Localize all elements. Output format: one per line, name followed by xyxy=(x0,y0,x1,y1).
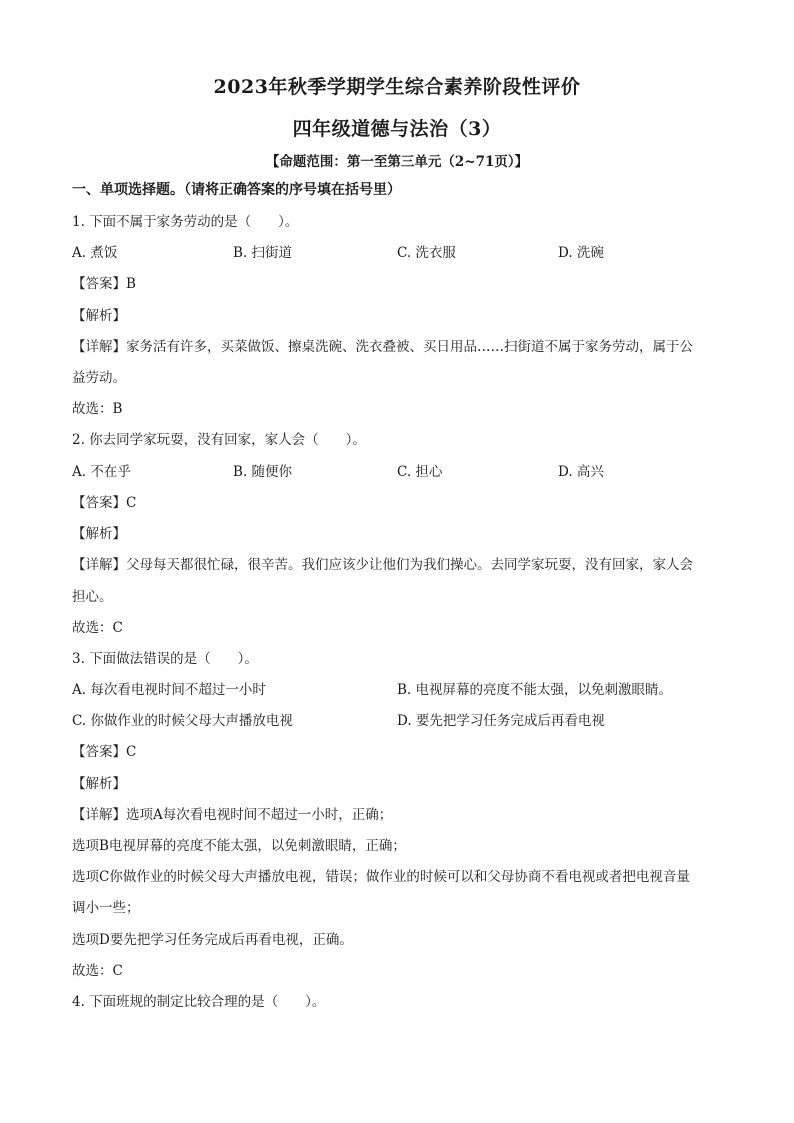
page-subtitle: 四年级道德与法治（3） xyxy=(292,118,502,140)
question-3-detail-d: 选项D要先把学习任务完成后再看电视，正确。 xyxy=(72,932,353,948)
question-2-option-c: C. 担心 xyxy=(397,464,443,480)
question-1-choice: 故选：B xyxy=(72,401,123,417)
question-2-detail-cont: 担心。 xyxy=(72,589,113,605)
question-3-option-b: B. 电视屏幕的亮度不能太强，以免刺激眼睛。 xyxy=(397,682,673,698)
question-3-detail-a: 【详解】选项A每次看电视时间不超过一小时，正确； xyxy=(72,807,393,823)
scope-note: 【命题范围：第一至第三单元（2~71页）】 xyxy=(265,154,529,170)
question-1-analysis: 【解析】 xyxy=(72,308,126,324)
question-1-stem: 1. 下面不属于家务劳动的是（ ）。 xyxy=(72,214,299,230)
question-2-answer: 【答案】C xyxy=(72,495,137,511)
question-3-option-a: A. 每次看电视时间不超过一小时 xyxy=(72,682,266,698)
question-2-choice: 故选：C xyxy=(72,620,123,636)
question-3-detail-c-cont: 调小一些； xyxy=(72,900,140,916)
question-1-detail-cont: 益劳动。 xyxy=(72,370,126,386)
question-2-detail: 【详解】父母每天都很忙碌，很辛苦。我们应该少让他们为我们操心。去同学家玩耍，没有回家，家人会 xyxy=(72,557,693,573)
question-1-detail: 【详解】家务活有许多，买菜做饭、擦桌洗碗、洗衣叠被、买日用品……扫街道不属于家务劳动，属于公 xyxy=(72,339,693,355)
question-1-option-c: C. 洗衣服 xyxy=(397,245,456,261)
question-2-option-a: A. 不在乎 xyxy=(72,464,131,480)
question-3-detail-c: 选项C你做作业的时候父母大声播放电视，错误；做作业的时候可以和父母协商不看电视或者把电视音量 xyxy=(72,869,690,885)
question-1-answer: 【答案】B xyxy=(72,276,136,292)
question-4-stem: 4. 下面班规的制定比较合理的是（ ）。 xyxy=(72,994,326,1010)
question-1-option-d: D. 洗碗 xyxy=(558,245,604,261)
question-3-choice: 故选：C xyxy=(72,963,123,979)
question-2-option-b: B. 随便你 xyxy=(233,464,293,480)
question-1-option-a: A. 煮饭 xyxy=(72,245,118,261)
question-2-option-d: D. 高兴 xyxy=(558,464,604,480)
question-3-answer: 【答案】C xyxy=(72,744,137,760)
page-title: 2023年秋季学期学生综合素养阶段性评价 xyxy=(213,76,581,98)
question-3-stem: 3. 下面做法错误的是（ ）。 xyxy=(72,651,258,667)
section-heading: 一、单项选择题。（请将正确答案的序号填在括号里） xyxy=(72,182,401,198)
question-3-detail-b: 选项B电视屏幕的亮度不能太强，以免刺激眼睛，正确； xyxy=(72,838,406,854)
question-1-option-b: B. 扫街道 xyxy=(233,245,293,261)
question-2-analysis: 【解析】 xyxy=(72,526,126,542)
question-3-analysis: 【解析】 xyxy=(72,776,126,792)
question-3-option-d: D. 要先把学习任务完成后再看电视 xyxy=(397,713,605,729)
question-2-stem: 2. 你去同学家玩耍，没有回家，家人会（ ）。 xyxy=(72,432,366,448)
question-3-option-c: C. 你做作业的时候父母大声播放电视 xyxy=(72,713,293,729)
